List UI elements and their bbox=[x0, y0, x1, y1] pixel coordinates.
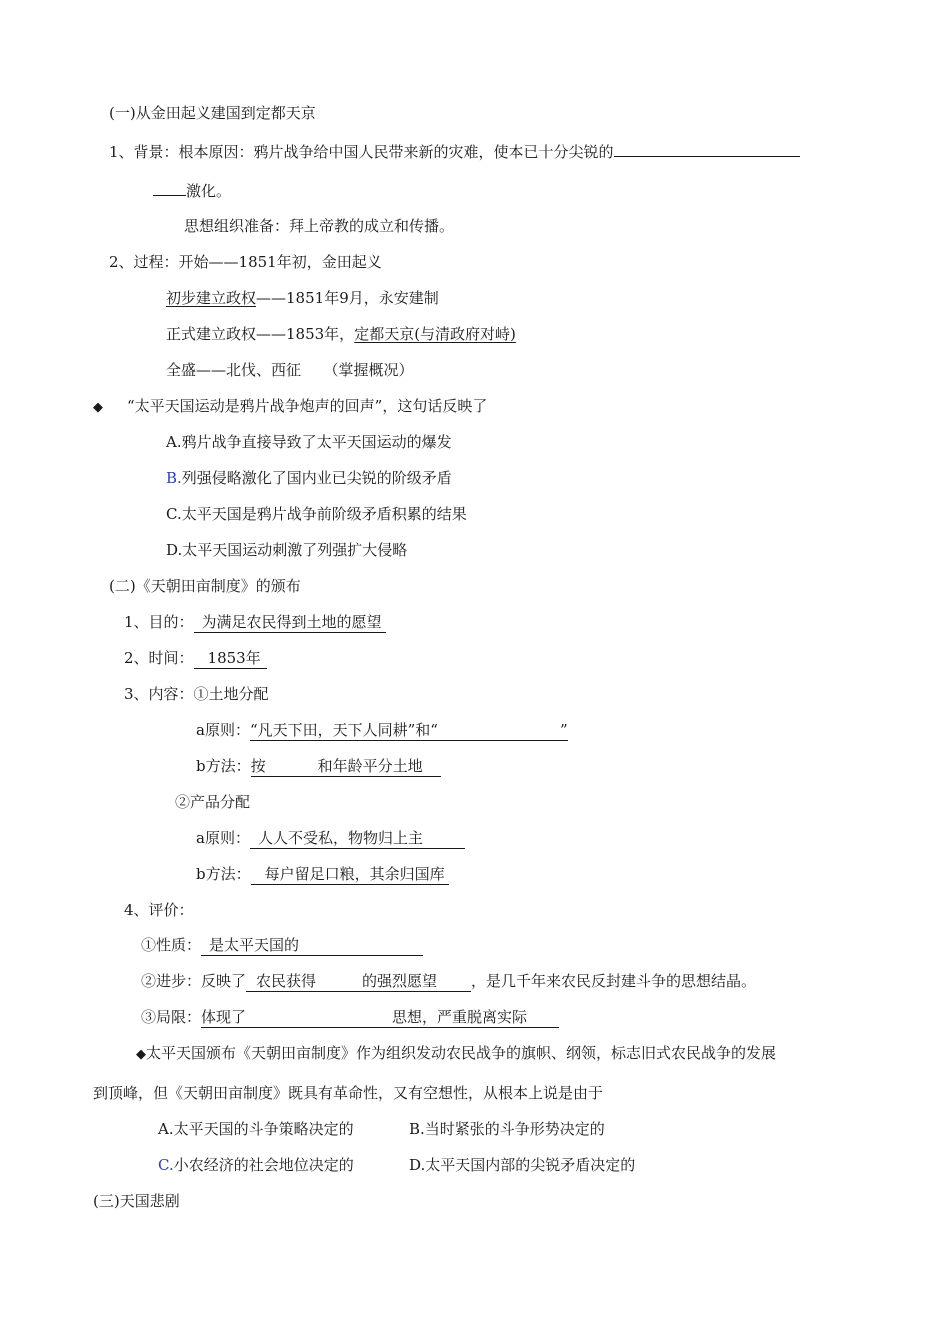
section-1-heading: (一)从金田起义建国到定都天京 bbox=[109, 104, 316, 122]
section-3-heading: (三)天国悲剧 bbox=[93, 1192, 180, 1210]
question-1-option-c[interactable]: C.太平天国是鸦片战争前阶级矛盾积累的结果 bbox=[166, 505, 467, 523]
question-1-option-a[interactable]: A.鸦片战争直接导致了太平天国运动的爆发 bbox=[166, 433, 452, 451]
background-preparation: 思想组织准备：拜上帝教的成立和传播。 bbox=[184, 217, 455, 235]
section-2-heading: (二)《天朝田亩制度》的颁布 bbox=[109, 577, 301, 595]
process-item-initial: 初步建立政权——1851年9月，永安建制 bbox=[166, 289, 439, 307]
diamond-bullet-icon: ◆ bbox=[93, 400, 103, 415]
process-item-formal: 正式建立政权——1853年，定都天京(与清政府对峙) bbox=[166, 325, 516, 343]
time-value: 1853年 bbox=[194, 649, 267, 669]
content-label: 3、内容：①土地分配 bbox=[124, 685, 269, 703]
question-2-option-b[interactable]: B.当时紧张的斗争形势决定的 bbox=[409, 1120, 605, 1138]
goal-value: 为满足农民得到土地的愿望 bbox=[194, 613, 386, 633]
background-line bbox=[109, 141, 800, 162]
land-method-line: b方法：按 和年龄平分土地 bbox=[196, 756, 441, 776]
answer-letter-c: C. bbox=[158, 1156, 174, 1174]
progress-line: ②进步：反映了 农民获得 的强烈愿望 ，是几千年来农民反封建斗争的思想结晶。 bbox=[141, 972, 757, 990]
question-2-option-c[interactable]: C.小农经济的社会地位决定的 bbox=[158, 1156, 354, 1174]
time-line: 2、时间： 1853年 bbox=[124, 648, 267, 668]
product-principle-value: 人人不受私，物物归上主 bbox=[250, 829, 465, 849]
question-2-stem-line-1: ◆太平天国颁布《天朝田亩制度》作为组织发动农民战争的旗帜、纲领，标志旧式农民战争的发展 bbox=[136, 1044, 777, 1062]
land-principle-line: a原则：“凡天下田，天下人同耕”和“ ” bbox=[196, 721, 568, 739]
question-2-stem-line-2: 到顶峰，但《天朝田亩制度》既具有革命性，又有空想性，从根本上说是由于 bbox=[93, 1084, 604, 1102]
evaluation-label: 4、评价： bbox=[124, 901, 194, 919]
background-blank[interactable] bbox=[614, 141, 800, 157]
product-method-line: b方法： 每户留足口粮，其余归国库 bbox=[196, 864, 449, 884]
answer-letter-b: B. bbox=[166, 469, 182, 487]
product-principle-line: a原则： 人人不受私，物物归上主 bbox=[196, 828, 465, 848]
product-label: ②产品分配 bbox=[175, 793, 251, 811]
background-continuation: 激化。 bbox=[153, 180, 231, 201]
limitation-line: ③局限：体现了 思想，严重脱离实际 bbox=[141, 1007, 559, 1027]
goal-line: 1、目的： 为满足农民得到土地的愿望 bbox=[124, 612, 386, 632]
limitation-value: 体现了 思想，严重脱离实际 bbox=[201, 1008, 559, 1028]
diamond-bullet-icon: ◆ bbox=[136, 1047, 146, 1062]
land-principle-value: “凡天下田，天下人同耕”和“ ” bbox=[249, 721, 568, 739]
nature-value: 是太平天国的 bbox=[201, 936, 423, 956]
background-label: 1、背景：根本原因：鸦片战争给中国人民带来新的灾难，使本已十分尖锐的 bbox=[109, 143, 614, 161]
question-1-option-b[interactable]: B.列强侵略激化了国内业已尖锐的阶级矛盾 bbox=[166, 469, 452, 487]
land-method-value: 按 和年龄平分土地 bbox=[251, 757, 441, 777]
question-2-option-a[interactable]: A.太平天国的斗争策略决定的 bbox=[158, 1120, 354, 1138]
product-method-value: 每户留足口粮，其余归国库 bbox=[251, 865, 449, 885]
progress-value: 农民获得 的强烈愿望 bbox=[246, 972, 471, 992]
process-label: 2、过程：开始——1851年初，金田起义 bbox=[109, 253, 382, 271]
process-item-peak: 全盛——北伐、西征 （掌握概况） bbox=[166, 361, 414, 379]
question-1-stem: ◆ “太平天国运动是鸦片战争炮声的回声”，这句话反映了 bbox=[93, 397, 488, 415]
question-2-option-d[interactable]: D.太平天国内部的尖锐矛盾决定的 bbox=[409, 1156, 636, 1174]
question-1-option-d[interactable]: D.太平天国运动刺激了列强扩大侵略 bbox=[166, 541, 408, 559]
nature-line: ①性质： 是太平天国的 bbox=[141, 935, 423, 955]
background-blank-cont[interactable] bbox=[153, 180, 186, 196]
